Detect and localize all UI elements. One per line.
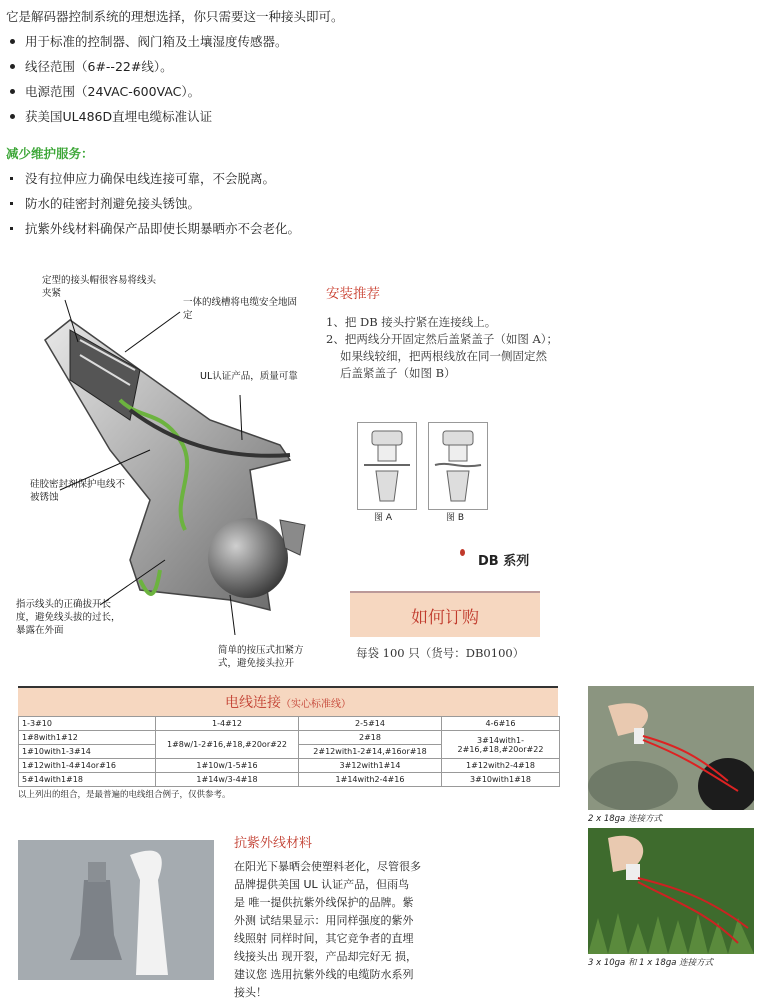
install-step: 如果线较细，把两根线放在同一侧固定然: [340, 349, 547, 363]
table-row: 1#12with1-4#14or#16 1#10w/1-5#16 3#12with1#14 1#12with2-4#18: [19, 759, 560, 773]
callout-indicator: 指示线头的正确拔开长度，避免线头拔的过长，暴露在外面: [16, 599, 121, 636]
table-row: 1#8with1#12 1#8w/1-2#16,#18,#20or#22 2#18 3#14with1-2#16,#18,#20or#22: [19, 731, 560, 745]
install-step: 1、把 DB 接头拧紧在连接线上。: [326, 315, 497, 329]
feature-item: 电源范围（24VAC-600VAC）。: [6, 79, 344, 104]
wire-table-header: [18, 686, 558, 716]
photo-hand-connector-icon: [588, 686, 754, 810]
table-row: 1#10with1-3#14 2#12with1-2#14,#16or#18: [19, 745, 560, 759]
photo-install-1: [588, 686, 754, 810]
photo-hand-grass-icon: [588, 828, 754, 954]
callout-slot: 一体的线槽将电缆安全地固定: [183, 297, 298, 321]
callout-clamp: 简单的按压式扣紧方式，避免接头拉开: [218, 645, 304, 669]
maintenance-title: 减少维护服务：: [6, 146, 94, 161]
uv-title: 抗紫外线材料: [234, 836, 313, 851]
callout-lines: [0, 0, 330, 690]
uv-sample-photo: [18, 840, 214, 980]
table-row: 5#14with1#18 1#14w/3-4#18 1#14with2-4#16 3#10with1#18: [19, 773, 560, 787]
callout-cap: 定型的接头帽很容易将线头夹紧: [42, 275, 157, 299]
figure-a-label: 图 A: [374, 513, 393, 523]
figure-b-label: 图 B: [446, 513, 465, 523]
uv-connector-samples-icon: [18, 840, 214, 980]
order-note: 每袋 100 只（货号：DB0100）: [356, 646, 525, 660]
intro-line: 它是解码器控制系统的理想选择，你只需要这一种接头即可。: [6, 9, 344, 24]
figure-a: [357, 422, 417, 510]
callout-silicone: 硅胶密封剂保护电线不被锈蚀: [30, 479, 126, 503]
photo-install-2: [588, 828, 754, 954]
maintenance-item: 抗紫外线材料确保产品即使长期暴晒亦不会老化。: [6, 216, 344, 241]
connector-figure-b-icon: [429, 423, 487, 509]
photo-caption-2: 3 x 10ga 和 1 x 18ga 连接方式: [588, 958, 714, 968]
feature-item: 线径范围（6#--22#线）。: [6, 54, 344, 79]
install-steps: [326, 314, 566, 382]
install-step: 后盖紧盖子（如图 B）: [340, 366, 456, 380]
order-button[interactable]: 如何订购: [350, 591, 540, 637]
wire-table-footnote: 以上列出的组合，是最普遍的电线组合例子，仅供参考。: [18, 790, 231, 800]
feature-item: 用于标准的控制器、阀门箱及土壤湿度传感器。: [6, 29, 344, 54]
wire-table-subtitle: （实心标准线）: [281, 698, 351, 710]
wire-table: [18, 716, 560, 787]
install-title: 安装推荐: [326, 286, 380, 302]
wire-table-title: 电线连接: [225, 695, 281, 711]
series-label: DB 系列: [478, 554, 530, 569]
callout-ul: UL认证产品，质量可靠: [200, 371, 298, 382]
series-dot-icon: [460, 549, 465, 556]
install-step: 2、把两线分开固定然后盖紧盖子（如图 A）；: [326, 332, 559, 346]
maintenance-item: 防水的硅密封剂避免接头锈蚀。: [6, 191, 344, 216]
maintenance-item: 没有拉伸应力确保电线连接可靠，不会脱离。: [6, 166, 344, 191]
table-row: 1-3#10 1-4#12 2-5#14 4-6#16: [19, 717, 560, 731]
feature-item: 获美国UL486D直埋电缆标准认证: [6, 104, 344, 129]
uv-description: 在阳光下暴晒会使塑料老化，尽管很多 品牌提供美国 UL 认证产品，但雨鸟 是 唯一提供抗紫外线保护的品牌。紫 外测 试结果显示：用同样强度的紫外 线照射 同样时间，其它竞争者的直埋 线接头出 现开裂，产品却完好无 损， 建议您 选用抗紫外线的电缆防水系列 接头！: [234, 860, 421, 999]
photo-caption-1: 2 x 18ga 连接方式: [588, 814, 662, 824]
connector-figure-a-icon: [358, 423, 416, 509]
figure-b: [428, 422, 488, 510]
